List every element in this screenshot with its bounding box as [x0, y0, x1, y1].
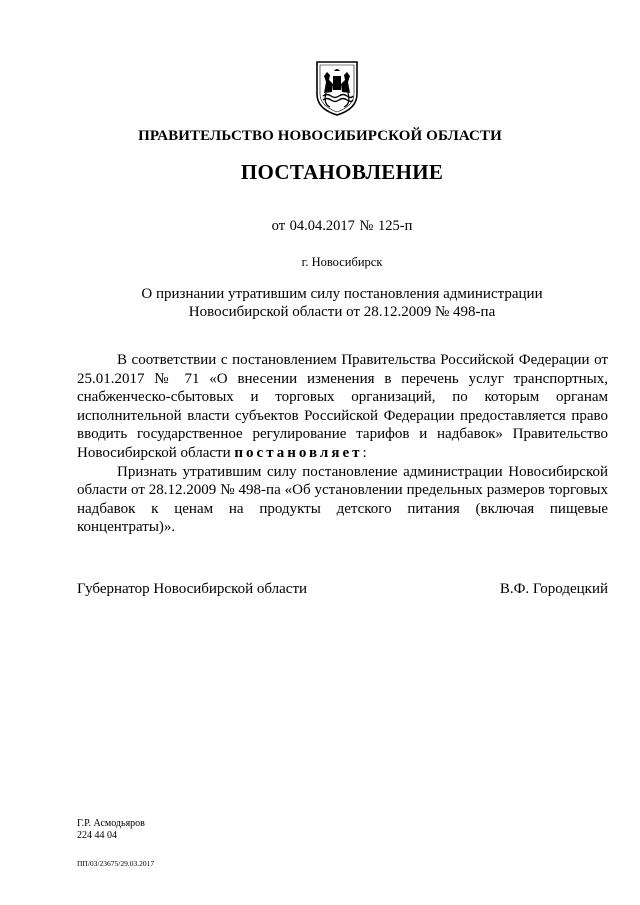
- document-city: г. Новосибирск: [301, 255, 383, 269]
- paragraph-1-end: :: [362, 444, 367, 461]
- document-type: ПОСТАНОВЛЕНИЕ: [240, 160, 444, 184]
- document-registration-number: ПП/03/23675/29.03.2017: [77, 859, 155, 868]
- executor-name: Г.Р. Асмодьяров: [77, 818, 145, 829]
- executor-block: [77, 818, 145, 842]
- title-line-2: Новосибирской области от 28.12.2009 № 498-па: [188, 304, 496, 320]
- novosibirsk-coat-of-arms-icon: [314, 60, 360, 116]
- paragraph-1-text: В соответствии с постановлением Правительства Российской Федерации от 25.01.2017 № 71 «О внесении изменения в перечень услуг транспортных, снабженческо-сбытовых и торговых организаций, по которым органам исполнительной власти субъектов Российской Федерации предоставляется право вводить государственное регулирование тарифов и надбавок» Правительство Новосибирской области: [77, 352, 608, 461]
- government-name: ПРАВИТЕЛЬСТВО НОВОСИБИРСКОЙ ОБЛАСТИ: [138, 128, 502, 144]
- document-title: [77, 285, 607, 321]
- executor-phone: 224 44 04: [77, 830, 117, 841]
- resolution-keyword: постановляет: [234, 444, 363, 461]
- title-line-1: О признании утратившим силу постановления администрации: [141, 286, 543, 302]
- body-paragraph-2: Признать утратившим силу постановление администрации Новосибирской области от 28.12.2009 № 498-па «Об установлении предельных размеров торговых надбавок к ценам на продукты детского питания (включая пищевые концентраты)».: [77, 463, 608, 536]
- signatory-position: Губернатор Новосибирской области: [77, 581, 308, 597]
- document-date-number: от 04.04.2017 № 125-п: [271, 218, 413, 234]
- body-paragraph-1: [77, 351, 608, 463]
- document-body: [77, 351, 608, 537]
- signature-block: [77, 581, 608, 598]
- signatory-name: В.Ф. Городецкий: [499, 581, 608, 597]
